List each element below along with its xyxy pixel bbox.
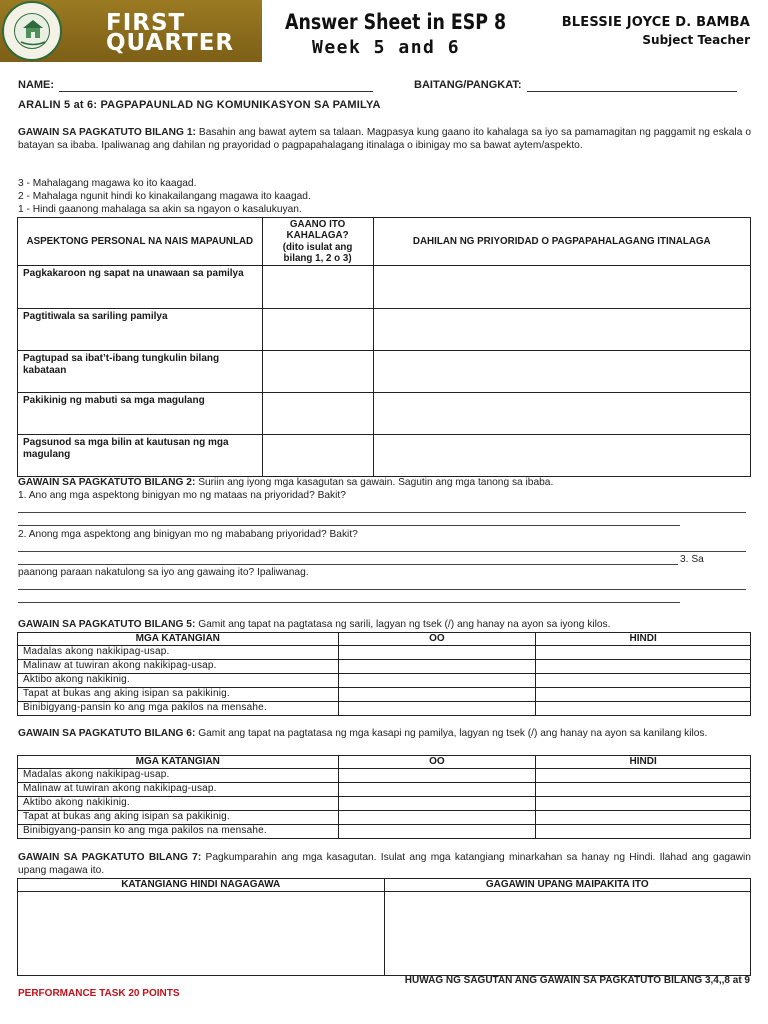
yes-cell[interactable] [338,673,536,687]
aspect-cell: Pakikinig ng mabuti sa mga magulang [18,393,263,435]
table-row [18,673,751,687]
yes-cell[interactable] [338,796,536,810]
scale-3: 3 - Mahalagang magawa ko ito kaagad. [18,178,197,189]
reason-cell[interactable] [373,435,750,477]
table-row [18,824,751,838]
importance-cell[interactable] [262,393,373,435]
name-field[interactable] [18,79,373,92]
question-1: 1. Ano ang mga aspektong binigyan mo ng mataas na priyoridad? Bakit? [18,490,346,501]
yes-cell[interactable] [338,782,536,796]
activity7-instructions [18,852,751,878]
activity1-instructions [18,127,751,153]
activity1-title: GAWAIN SA PAGKATUTO BILANG 1: [18,127,196,138]
name-blank[interactable] [59,82,373,92]
activity1-text: Basahin ang bawat aytem sa talaan. Magpasya kung gaano ito kahalaga sa iyo sa pamamagitan ng paggamit ng eskala o batayan sa ibaba. Ipaliwanag ang dahilan ng prayoridad o pagpapahalagang itinalaga o ibinigay mo sa bawat aytem/aspekto. [18,127,751,151]
reason-cell[interactable] [373,266,750,309]
yes-cell[interactable] [338,687,536,701]
trait-cell: Binibigyang-pansin ko ang mga pakilos na mensahe. [18,824,339,838]
yes-cell[interactable] [338,701,536,715]
answer-line[interactable] [18,564,678,565]
activity2-instructions [18,477,751,490]
yes-cell[interactable] [338,768,536,782]
trait-cell: Malinaw at tuwiran akong nakikipag-usap. [18,659,339,673]
aspect-cell: Pagkakaroon ng sapat na unawaan sa pamilya [18,266,263,309]
scale-2: 2 - Mahalaga ngunit hindi ko kinakailangang magawa ito kaagad. [18,191,311,202]
page-title: Answer Sheet in ESP 8 [285,10,507,34]
grade-blank[interactable] [527,82,737,92]
no-cell[interactable] [536,824,751,838]
activity1-table [17,217,751,477]
activity2-text: Suriin ang iyong mga kasagutan sa gawain. Sagutin ang mga tanong sa ibaba. [198,477,554,488]
reason-cell[interactable] [373,309,750,351]
header-traits: MGA KATANGIAN [18,633,339,646]
banner-quarter: QUARTER [106,30,235,56]
table-row [18,266,751,309]
importance-cell[interactable] [262,309,373,351]
table-row [18,796,751,810]
no-cell[interactable] [536,701,751,715]
header-importance-label: GAANO ITO KAHALAGA? [286,218,349,241]
reason-cell[interactable] [373,393,750,435]
header-no: HINDI [536,633,751,646]
activity5-text: Gamit ang tapat na pagtatasa ng sarili, lagyan ng tsek (/) ang hanay na ayon sa iyong kilos. [198,619,611,630]
answer-line[interactable] [18,551,746,552]
header-traits: MGA KATANGIAN [18,756,339,769]
skip-note: HUWAG NG SAGUTAN ANG GAWAIN SA PAGKATUTO BILANG 3,4,,8 at 9 [404,975,750,986]
aspect-cell: Pagsunod sa mga bilin at kautusan ng mga magulang [18,435,263,477]
quarter-banner [0,0,262,62]
activity7-title: GAWAIN SA PAGKATUTO BILANG 7: [18,852,202,863]
trait-cell: Madalas akong nakikipag-usap. [18,645,339,659]
table-row [18,645,751,659]
header-importance [262,218,373,266]
page-subtitle: Week 5 and 6 [312,37,461,58]
answer-line[interactable] [18,512,746,513]
activity7-text: Pagkumparahin ang mga kasagutan. Isulat ang mga katangiang minarkahan sa hanay ng Hindi. Ilahad ang gagawin upang magawa ito. [18,852,751,876]
table-row [18,768,751,782]
no-cell[interactable] [536,687,751,701]
activity2-title: GAWAIN SA PAGKATUTO BILANG 2: [18,477,196,488]
header-reason: DAHILAN NG PRIYORIDAD O PAGPAPAHALAGANG ITINALAGA [373,218,750,266]
trait-cell: Malinaw at tuwiran akong nakikipag-usap. [18,782,339,796]
answer-line[interactable] [18,589,746,590]
trait-cell: Tapat at bukas ang aking isipan sa pakikinig. [18,810,339,824]
activity7-table [17,878,751,976]
no-cell[interactable] [536,810,751,824]
activity5-instructions [18,619,751,632]
importance-cell[interactable] [262,351,373,393]
table-row [18,309,751,351]
grade-label: BAITANG/PANGKAT: [414,79,522,91]
no-cell[interactable] [536,659,751,673]
table-row [18,435,751,477]
trait-cell: Tapat at bukas ang aking isipan sa pakikinig. [18,687,339,701]
header-yes: OO [338,633,536,646]
teacher-role: Subject Teacher [642,33,750,47]
yes-cell[interactable] [338,659,536,673]
no-cell[interactable] [536,782,751,796]
lesson-title: ARALIN 5 at 6: PAGPAPAUNLAD NG KOMUNIKASYON SA PAMILYA [18,99,381,111]
header-yes: OO [338,756,536,769]
question-3-number: 3. Sa [680,554,704,565]
scale-1: 1 - Hindi gaanong mahalaga sa akin sa ngayon o kasalukuyan. [18,204,302,215]
importance-cell[interactable] [262,435,373,477]
table-row [18,892,751,976]
teacher-name: BLESSIE JOYCE D. BAMBA [561,15,750,30]
not-done-cell[interactable] [18,892,385,976]
question-3: paanong paraan nakatulong sa iyo ang gawaing ito? Ipaliwanag. [18,567,309,578]
aspect-cell: Pagtitiwala sa sariling pamilya [18,309,263,351]
header-action: GAGAWIN UPANG MAIPAKITA ITO [384,879,751,892]
answer-line[interactable] [18,602,680,603]
header-importance-note: (dito isulat ang bilang 1, 2 o 3) [282,241,353,264]
name-label: NAME: [18,79,55,91]
activity5-title: GAWAIN SA PAGKATUTO BILANG 5: [18,619,196,630]
table-row [18,782,751,796]
table-row [18,701,751,715]
no-cell[interactable] [536,645,751,659]
question-2: 2. Anong mga aspektong ang binigyan mo ng mababang priyoridad? Bakit? [18,529,358,540]
trait-cell: Aktibo akong nakikinig. [18,796,339,810]
banner-first: FIRST [106,10,186,36]
answer-line[interactable] [18,525,680,526]
action-cell[interactable] [384,892,751,976]
importance-cell[interactable] [262,266,373,309]
yes-cell[interactable] [338,645,536,659]
no-cell[interactable] [536,768,751,782]
activity6-instructions [18,728,751,741]
grade-field[interactable] [414,79,737,92]
table-row [18,810,751,824]
activity6-text: Gamit ang tapat na pagtatasa ng mga kasapi ng pamilya, lagyan ng tsek (/) ang hanay na ayon sa kanilang kilos. [198,728,708,739]
activity6-title: GAWAIN SA PAGKATUTO BILANG 6: [18,728,196,739]
school-seal-icon [2,1,62,61]
no-cell[interactable] [536,673,751,687]
header-aspect: ASPEKTONG PERSONAL NA NAIS MAPAUNLAD [18,218,263,266]
yes-cell[interactable] [338,810,536,824]
performance-task-label: PERFORMANCE TASK 20 POINTS [18,988,180,999]
table-row [18,351,751,393]
aspect-cell: Pagtupad sa ibat’t-ibang tungkulin bilang kabataan [18,351,263,393]
no-cell[interactable] [536,796,751,810]
header-no: HINDI [536,756,751,769]
table-row [18,393,751,435]
trait-cell: Madalas akong nakikipag-usap. [18,768,339,782]
header-not-done: KATANGIANG HINDI NAGAGAWA [18,879,385,892]
trait-cell: Aktibo akong nakikinig. [18,673,339,687]
activity6-table [17,755,751,839]
activity5-table [17,632,751,716]
table-row [18,659,751,673]
table-row [18,687,751,701]
trait-cell: Binibigyang-pansin ko ang mga pakilos na mensahe. [18,701,339,715]
reason-cell[interactable] [373,351,750,393]
yes-cell[interactable] [338,824,536,838]
